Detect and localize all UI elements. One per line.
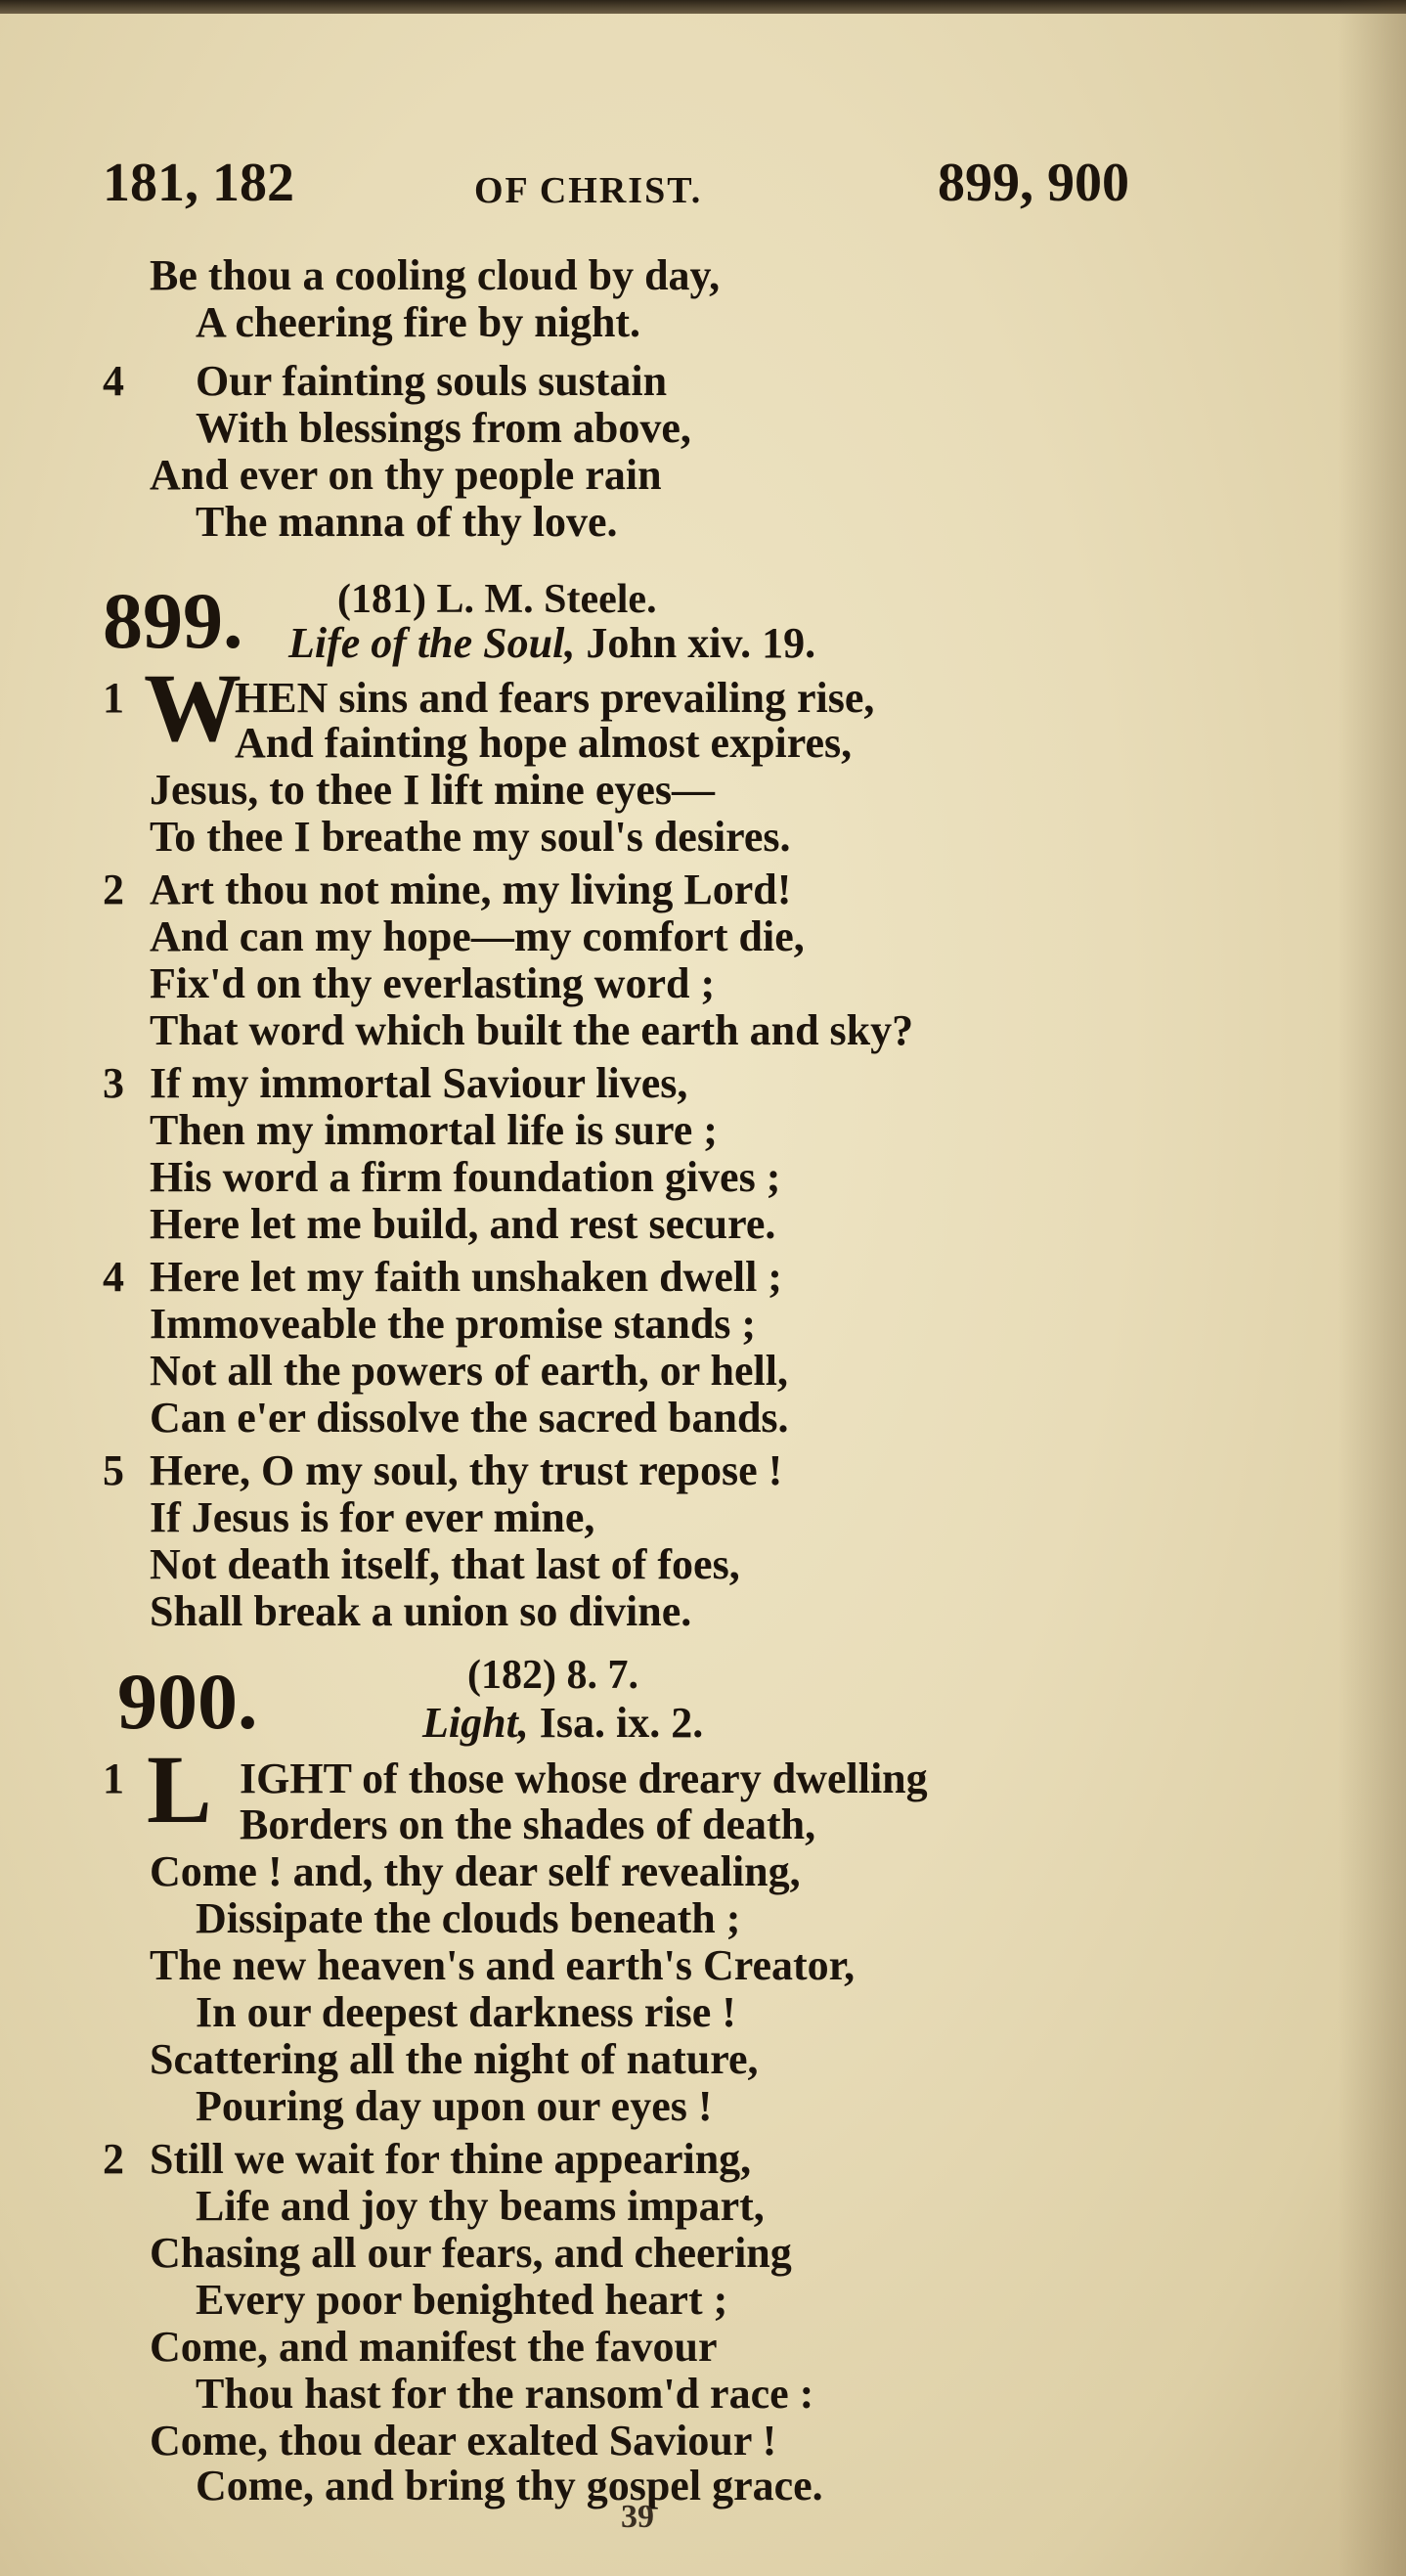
- verse-line: Come ! and, thy dear self revealing,: [150, 1847, 801, 1895]
- verse-line: Shall break a union so divine.: [150, 1587, 692, 1635]
- stanza-number: 4: [103, 1253, 124, 1301]
- stanza-number: 1: [103, 1754, 124, 1802]
- hymn-subtitle-italic: Light,: [422, 1699, 529, 1747]
- verse-line: Here, O my soul, thy trust repose !: [150, 1446, 783, 1494]
- verse-line: Pouring day upon our eyes !: [196, 2082, 713, 2130]
- verse-line: His word a firm foundation gives ;: [150, 1153, 781, 1201]
- verse-line: And fainting hope almost expires,: [235, 719, 853, 767]
- verse-line: In our deepest darkness rise !: [196, 1988, 736, 2036]
- hymn-number: 899.: [103, 576, 243, 665]
- verse-line: Not all the powers of earth, or hell,: [150, 1347, 788, 1395]
- verse-line: The manna of thy love.: [196, 498, 618, 546]
- page-spine-shadow: [1338, 0, 1406, 2576]
- hymn-subtitle-reference: Isa. ix. 2.: [528, 1699, 704, 1747]
- hymn-subtitle-italic: Life of the Soul,: [288, 619, 576, 667]
- verse-line: IGHT of those whose dreary dwelling: [240, 1754, 928, 1802]
- verse-line: Art thou not mine, my living Lord!: [150, 866, 792, 913]
- stanza-number: 3: [103, 1059, 124, 1107]
- verse-line: Chasing all our fears, and cheering: [150, 2229, 792, 2277]
- verse-line: Then my immortal life is sure ;: [150, 1106, 718, 1154]
- verse-line: If my immortal Saviour lives,: [150, 1059, 688, 1107]
- verse-line: And can my hope—my comfort die,: [150, 912, 805, 960]
- hymn-subtitle: [422, 1700, 703, 1747]
- drop-cap: L: [147, 1735, 212, 1843]
- verse-line: Come, and bring thy gospel grace.: [196, 2462, 823, 2509]
- verse-line: Come, and manifest the favour: [150, 2323, 718, 2371]
- header-section-title: OF CHRIST.: [474, 170, 703, 211]
- verse-line: HEN sins and fears prevailing rise,: [235, 674, 875, 722]
- header-hymn-range-left: 181, 182: [103, 153, 294, 213]
- verse-line: Still we wait for thine appearing,: [150, 2135, 752, 2183]
- verse-line: Scattering all the night of nature,: [150, 2035, 759, 2083]
- signature-mark: 39: [621, 2499, 654, 2535]
- verse-line: If Jesus is for ever mine,: [150, 1493, 595, 1541]
- verse-line: Come, thou dear exalted Saviour !: [150, 2417, 777, 2465]
- hymn-number: 900.: [117, 1657, 258, 1746]
- verse-line: Can e'er dissolve the sacred bands.: [150, 1394, 789, 1442]
- verse-line: Fix'd on thy everlasting word ;: [150, 959, 716, 1007]
- verse-line: With blessings from above,: [196, 404, 691, 452]
- verse-line: Here let me build, and rest secure.: [150, 1200, 776, 1248]
- verse-line: Here let my faith unshaken dwell ;: [150, 1253, 782, 1301]
- verse-line: Not death itself, that last of foes,: [150, 1540, 740, 1588]
- hymn-meter-author: (181) L. M. Steele.: [337, 577, 657, 622]
- drop-cap: W: [144, 653, 242, 762]
- verse-line: Every poor benighted heart ;: [196, 2276, 728, 2324]
- stanza-number: 5: [103, 1446, 124, 1494]
- stanza-number: 2: [103, 2135, 124, 2183]
- hymn-meter: (182) 8. 7.: [467, 1653, 638, 1698]
- stanza-number: 1: [103, 674, 124, 722]
- verse-line: A cheering fire by night.: [196, 298, 641, 346]
- verse-line: Thou hast for the ransom'd race :: [196, 2370, 814, 2418]
- verse-line: Be thou a cooling cloud by day,: [150, 251, 721, 299]
- verse-line: To thee I breathe my soul's desires.: [150, 813, 791, 861]
- verse-line: And ever on thy people rain: [150, 451, 662, 499]
- verse-line: Life and joy thy beams impart,: [196, 2182, 765, 2230]
- header-hymn-range-right: 899, 900: [938, 153, 1129, 213]
- hymn-subtitle: [288, 620, 815, 667]
- stanza-number: 4: [103, 357, 124, 405]
- running-header: [103, 152, 1129, 220]
- stanza-number: 2: [103, 866, 124, 913]
- verse-line: Dissipate the clouds beneath ;: [196, 1894, 741, 1942]
- hymn-subtitle-reference: John xiv. 19.: [575, 619, 816, 667]
- verse-line: The new heaven's and earth's Creator,: [150, 1941, 856, 1989]
- verse-line: Immoveable the promise stands ;: [150, 1300, 757, 1348]
- verse-line: Jesus, to thee I lift mine eyes—: [150, 766, 716, 814]
- verse-line: Borders on the shades of death,: [240, 1800, 816, 1848]
- page-top-edge: [0, 0, 1406, 14]
- verse-line: That word which built the earth and sky?: [150, 1006, 914, 1054]
- verse-line: Our fainting souls sustain: [196, 357, 668, 405]
